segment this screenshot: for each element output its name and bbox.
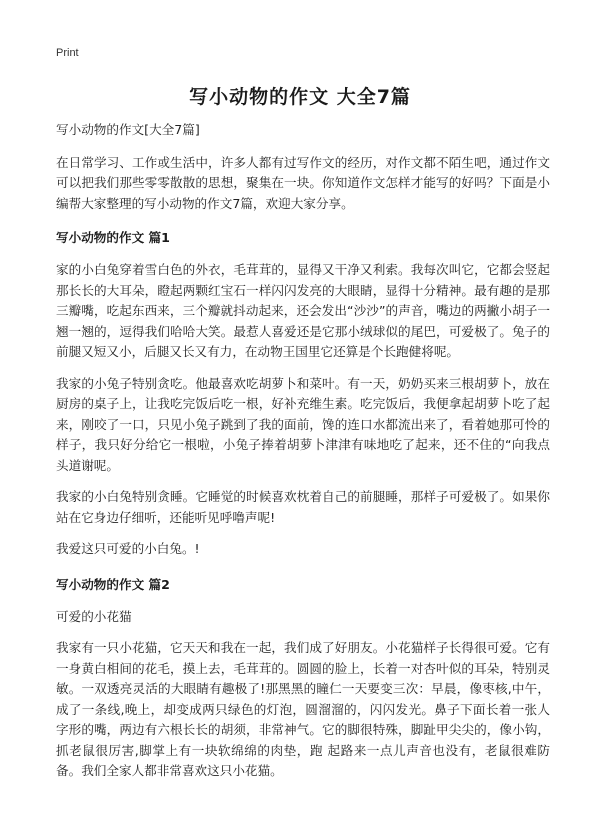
intro-paragraph: 在日常学习、工作或生活中，许多人都有过写作文的经历，对作文都不陌生吧，通过作文可以把我们那些零零散散的思想，聚集在一块。你知道作文怎样才能写的好吗？下面是小编帮大家整理的写小动物的作文7篇，欢迎大家分享。 — [56, 154, 550, 211]
paragraph: 我家的小白兔特别贪睡。它睡觉的时候喜欢枕着自己的前腿睡，那样子可爱极了。如果你站在它身边仔细听，还能听见呼噜声呢! — [56, 489, 550, 525]
article-body — [56, 120, 550, 793]
section-heading-2: 写小动物的作文 篇2 — [56, 576, 170, 592]
paragraph: 家的小白兔穿着雪白色的外衣，毛茸茸的，显得又干净又利索。我每次叫它，它都会竖起那长长的大耳朵，瞪起两颗红宝石一样闪闪发亮的大眼睛，显得十分精神。最有趣的是那三瓣嘴，吃起东西来，三个瓣就抖动起来，还会发出“沙沙”的声音，嘴边的两撇小胡子一翘一翘的，逗得我们哈哈大笑。最惹人喜爱还是它那小绒球似的尾巴，可爱极了。兔子的前腿又短又小，后腿又长又有力，在动物王国里它还算是个长跑健将呢。 — [56, 262, 550, 359]
article-subtitle: 写小动物的作文[大全7篇] — [56, 122, 200, 137]
print-link[interactable]: Print — [56, 47, 79, 59]
section-heading-1: 写小动物的作文 篇1 — [56, 230, 170, 245]
paragraph: 我家有一只小花猫，它天天和我在一起，我们成了好朋友。小花猫样子长得很可爱。它有一身黄白相间的花毛，摸上去，毛茸茸的。圆圆的脸上，长着一对杏叶似的耳朵，特别灵敏。一双透亮灵活的大眼睛有趣极了!那黑黑的瞳仁一天要变三次：早晨，像枣核,中午，成了一条线,晚上，却变成两只绿色的灯泡，圆溜溜的，闪闪发光。鼻子下面长着一张人字形的嘴，两边有六根长长的胡须，非常神气。它的脚很特殊，脚趾甲尖尖的，像小钩，抓老鼠很厉害,脚掌上有一块软绵绵的肉垫，跑 起路来一点儿声音也没有，老鼠很难防备。我们全家人都非常喜欢这只小花猫。 — [56, 640, 550, 778]
paragraph: 我爱这只可爱的小白兔。! — [56, 541, 200, 556]
paragraph: 我家的小兔子特别贪吃。他最喜欢吃胡萝卜和菜叶。有一天，奶奶买来三根胡萝卜，放在厨房的桌子上，让我吃完饭后吃一根，好补充维生素。吃完饭后，我便拿起胡萝卜吃了起来，刚咬了一口，只见小兔子跳到了我的面前，馋的连口水都流出来了，看着她那可怜的样子，我只好分给它一根啦，小兔子捧着胡萝卜津津有味地吃了起来，还不住的“向我点头道谢呢。 — [56, 375, 550, 473]
page-title: 写小动物的作文 大全7篇 — [189, 86, 411, 108]
section-subtitle: 可爱的小花猫 — [56, 608, 132, 624]
